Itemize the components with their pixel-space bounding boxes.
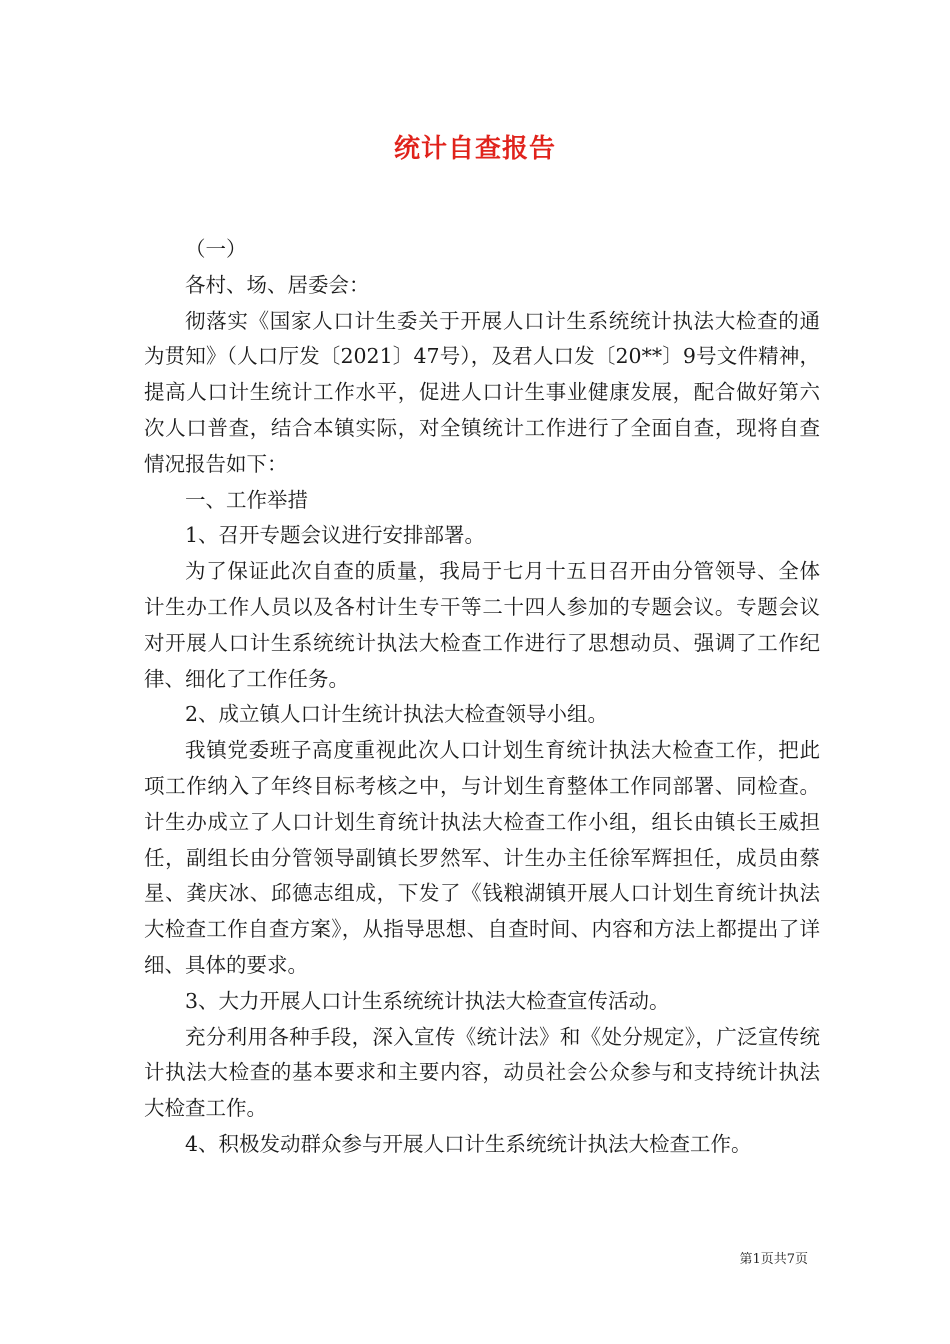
page-number: 第1页共7页 (739, 1252, 808, 1267)
section-label: （一） (185, 237, 247, 261)
item-2-heading: 2、成立镇人口计生统计执法大检查领导小组。 (185, 702, 609, 727)
heading-work-measures: 一、工作举措 (185, 487, 308, 512)
item-4-heading: 4、积极发动群众参与开展人口计生系统统计执法大检查工作。 (185, 1131, 752, 1156)
item-1-heading: 1、召开专题会议进行安排部署。 (185, 523, 486, 548)
item-2-paragraph: 我镇党委班子高度重视此次人口计划生育统计执法大检查工作，把此项工作纳入了年终目标考核之中，与计划生育整体工作同部署、同检查。计生办成立了人口计划生育统计执法大检查工作小组，组长由镇长王威担任，副组长由分管领导副镇长罗然军、计生办主任徐军辉担任，成员由蔡星、龚庆冰、邱德志组成，下发了《钱粮湖镇开展人口计划生育统计执法大检查工作自查方案》，从指导思想、自查时间、内容和方法上都提出了详细、具体的要求。 (144, 738, 820, 977)
document-body (144, 232, 820, 1163)
document-title: 统计自查报告 (393, 134, 556, 164)
item-3-paragraph: 充分利用各种手段，深入宣传《统计法》和《处分规定》，广泛宣传统计执法大检查的基本要求和主要内容，动员社会公众参与和支持统计执法大检查工作。 (144, 1024, 820, 1121)
intro-paragraph: 彻落实《国家人口计生委关于开展人口计生系统统计执法大检查的通为贯知》（人口厅发〔2021〕47号），及君人口发〔20**〕9号文件精神，提高人口计生统计工作水平，促进人口计生事业健康发展，配合做好第六次人口普查，结合本镇实际，对全镇统计工作进行了全面自查，现将自查情况报告如下： (144, 308, 820, 476)
item-3-heading: 3、大力开展人口计生系统统计执法大检查宣传活动。 (185, 988, 670, 1013)
salutation: 各村、场、居委会： (185, 272, 370, 297)
item-1-paragraph: 为了保证此次自查的质量，我局于七月十五日召开由分管领导、全体计生办工作人员以及各村计生专干等二十四人参加的专题会议。专题会议对开展人口计生系统统计执法大检查工作进行了思想动员、强调了工作纪律、细化了工作任务。 (144, 559, 820, 691)
